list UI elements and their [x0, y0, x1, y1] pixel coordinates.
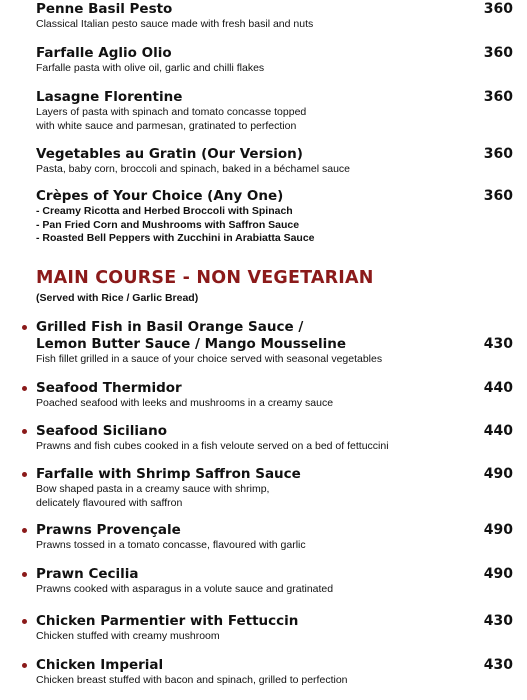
section-title: MAIN COURSE - NON VEGETARIAN	[36, 268, 374, 288]
bullet-icon	[22, 325, 27, 330]
item-price: 360	[483, 45, 513, 61]
menu-item	[36, 657, 513, 688]
menu-item	[36, 146, 513, 177]
item-description: Chicken breast stuffed with bacon and spinach, grilled to perfection	[36, 674, 348, 686]
menu-item	[36, 319, 513, 367]
section-subtitle: (Served with Rice / Garlic Bread)	[36, 292, 199, 304]
item-description: Layers of pasta with spinach and tomato concasse topped	[36, 106, 307, 118]
item-price: 360	[483, 188, 513, 204]
item-price: 360	[483, 146, 513, 162]
item-description: Farfalle pasta with olive oil, garlic and chilli flakes	[36, 62, 265, 74]
bullet-icon	[22, 386, 27, 391]
item-price: 440	[483, 380, 513, 396]
menu-item	[36, 45, 513, 76]
item-name: Vegetables au Gratin (Our Version)	[36, 146, 303, 162]
bullet-icon	[22, 619, 27, 624]
menu-item	[36, 89, 513, 133]
bullet-icon	[22, 429, 27, 434]
menu-item	[36, 522, 513, 553]
menu-item	[36, 380, 513, 411]
menu-item	[36, 423, 513, 454]
bullet-icon	[22, 528, 27, 533]
menu-item	[36, 613, 513, 644]
item-description: Poached seafood with leeks and mushrooms in a creamy sauce	[36, 397, 334, 409]
item-name: Farfalle Aglio Olio	[36, 45, 172, 61]
bullet-icon	[22, 572, 27, 577]
item-description: Fish fillet grilled in a sauce of your choice served with seasonal vegetables	[36, 353, 383, 365]
item-name: Crèpes of Your Choice (Any One)	[36, 188, 284, 204]
menu-item	[36, 1, 513, 32]
item-name: Seafood Thermidor	[36, 380, 182, 396]
menu-item	[36, 566, 513, 597]
item-name: Prawns Provençale	[36, 522, 181, 538]
item-price: 440	[483, 423, 513, 439]
item-description: Prawns cooked with asparagus in a volute sauce and gratinated	[36, 583, 334, 595]
item-price: 490	[483, 566, 513, 582]
item-description: Prawns tossed in a tomato concasse, flavoured with garlic	[36, 539, 306, 551]
item-price: 430	[483, 613, 513, 629]
item-name: Lasagne Florentine	[36, 89, 183, 105]
item-option: - Pan Fried Corn and Mushrooms with Saffron Sauce	[36, 218, 300, 231]
item-description: Bow shaped pasta in a creamy sauce with shrimp,	[36, 483, 270, 495]
item-name: Grilled Fish in Basil Orange Sauce /	[36, 319, 304, 335]
item-name: Lemon Butter Sauce / Mango Mousseline	[36, 336, 347, 352]
menu-item	[36, 188, 513, 246]
bullet-icon	[22, 472, 27, 477]
item-price: 360	[483, 89, 513, 105]
item-name: Seafood Siciliano	[36, 423, 168, 439]
item-name: Chicken Parmentier with Fettuccin	[36, 613, 299, 629]
menu-item	[36, 466, 513, 510]
item-price: 490	[483, 466, 513, 482]
item-description: Classical Italian pesto sauce made with fresh basil and nuts	[36, 18, 314, 30]
bullet-icon	[22, 663, 27, 668]
item-option: - Creamy Ricotta and Herbed Broccoli with Spinach	[36, 205, 293, 217]
item-price: 360	[483, 1, 513, 17]
item-price: 430	[483, 336, 513, 352]
item-name: Farfalle with Shrimp Saffron Sauce	[36, 466, 301, 482]
item-description: Chicken stuffed with creamy mushroom	[36, 630, 220, 642]
item-name: Penne Basil Pesto	[36, 1, 173, 17]
item-name: Prawn Cecilia	[36, 566, 139, 582]
item-name: Chicken Imperial	[36, 657, 164, 673]
item-description: delicately flavoured with saffron	[36, 496, 183, 509]
item-description: Prawns and fish cubes cooked in a fish veloute served on a bed of fettuccini	[36, 440, 389, 452]
item-description: Pasta, baby corn, broccoli and spinach, baked in a béchamel sauce	[36, 163, 351, 175]
item-option: - Roasted Bell Peppers with Zucchini in Arabiatta Sauce	[36, 232, 315, 244]
item-price: 430	[483, 657, 513, 673]
item-price: 490	[483, 522, 513, 538]
item-description: with white sauce and parmesan, gratinated to perfection	[36, 119, 297, 132]
